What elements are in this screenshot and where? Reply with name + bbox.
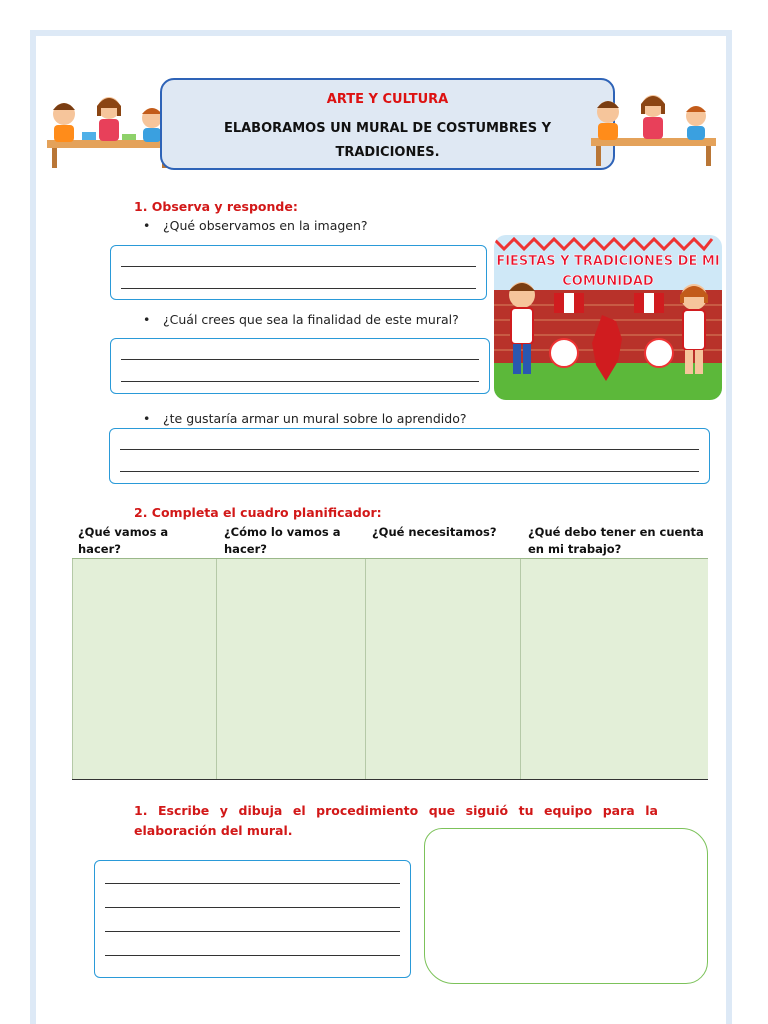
mural-title-line2: COMUNIDAD xyxy=(562,274,654,289)
planner-header-1: ¿Qué vamos a hacer? xyxy=(78,525,169,556)
planner-cell-2[interactable] xyxy=(216,559,366,779)
drawing-area[interactable] xyxy=(424,828,708,984)
question-1: • ¿Qué observamos en la imagen? xyxy=(163,218,368,233)
answer-box-3[interactable] xyxy=(109,428,710,484)
kids-illustration-left xyxy=(42,92,177,170)
mural-title-line1: FIESTAS Y TRADICIONES DE MI xyxy=(496,254,720,269)
page-title: ELABORAMOS UN MURAL DE COSTUMBRES Y TRADICIONES. xyxy=(223,121,552,160)
procedure-text-box[interactable] xyxy=(94,860,411,978)
planner-cell-1[interactable] xyxy=(72,559,217,779)
mural-illustration xyxy=(494,235,722,400)
planner-header-3: ¿Qué necesitamos? xyxy=(372,525,497,539)
subject-label: ARTE Y CULTURA xyxy=(326,92,449,107)
answer-line xyxy=(105,931,400,932)
planner-header-2: ¿Cómo lo vamos a hacer? xyxy=(224,525,341,556)
answer-line xyxy=(105,883,400,884)
section1-heading: 1. Observa y responde: xyxy=(134,199,298,214)
section3-heading: 1. Escribe y dibuja el procedimiento que siguió tu equipo para la elaboración del mural. xyxy=(134,803,658,838)
answer-line xyxy=(120,471,699,472)
answer-box-1[interactable] xyxy=(110,245,487,300)
planner-table xyxy=(72,558,708,780)
answer-line xyxy=(121,288,476,289)
answer-box-2[interactable] xyxy=(110,338,490,394)
section2-heading: 2. Completa el cuadro planificador: xyxy=(134,505,382,520)
planner-header-4: ¿Qué debo tener en cuenta en mi trabajo? xyxy=(528,525,704,556)
planner-cell-4[interactable] xyxy=(520,559,708,779)
answer-line xyxy=(121,381,479,382)
mural-image xyxy=(494,235,722,400)
answer-line xyxy=(120,449,699,450)
header-banner xyxy=(160,78,615,170)
planner-cell-3[interactable] xyxy=(365,559,521,779)
question-3: • ¿te gustaría armar un mural sobre lo aprendido? xyxy=(163,411,466,426)
answer-line xyxy=(121,359,479,360)
answer-line xyxy=(121,266,476,267)
question-2: • ¿Cuál crees que sea la finalidad de este mural? xyxy=(163,312,459,327)
answer-line xyxy=(105,907,400,908)
kids-illustration-right xyxy=(586,90,721,168)
answer-line xyxy=(105,955,400,956)
